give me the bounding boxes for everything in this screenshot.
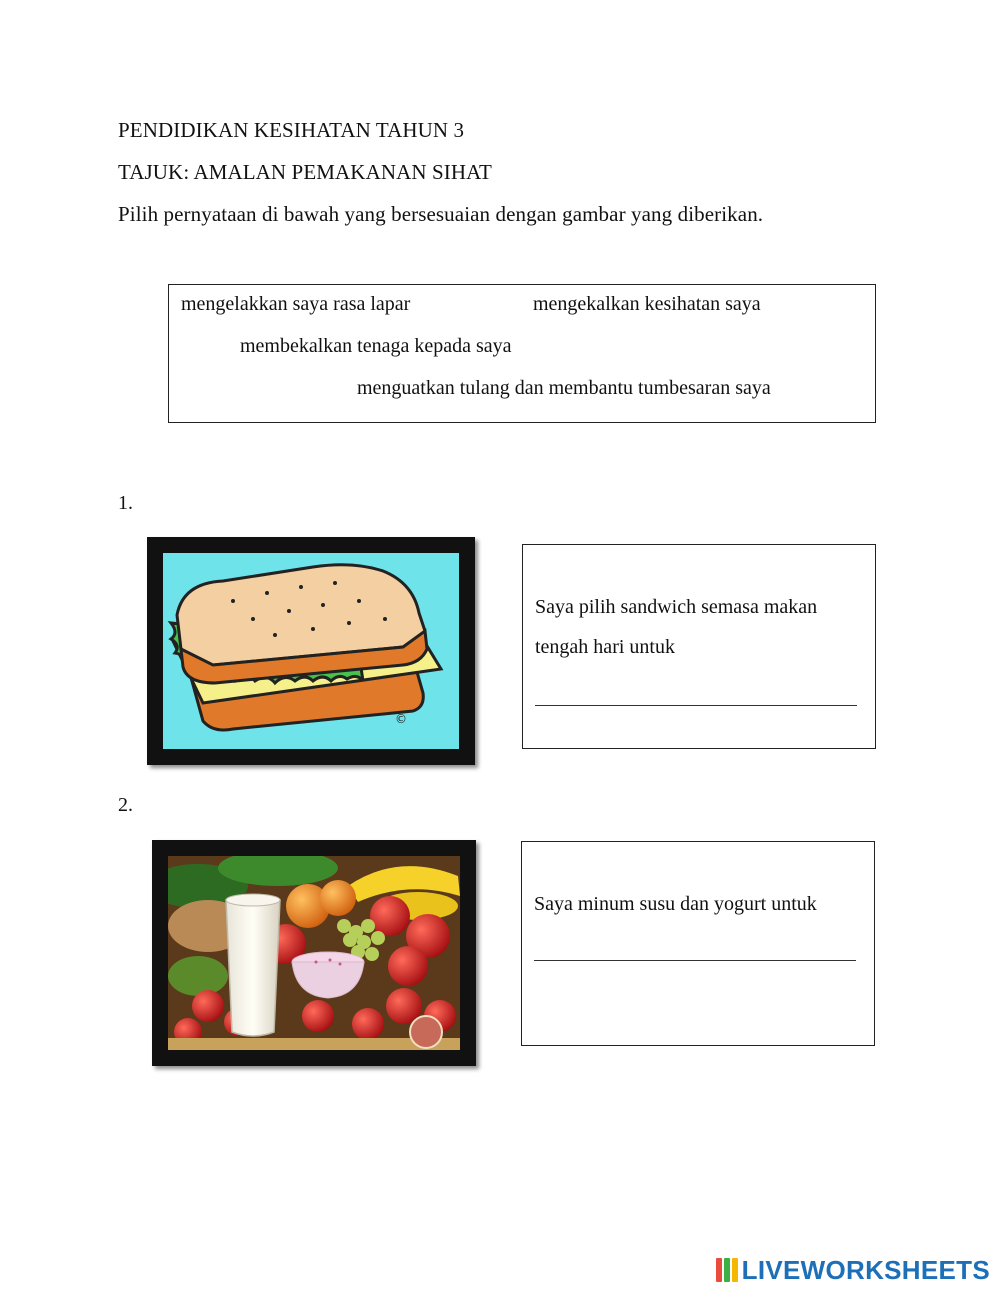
question-number: 1. [118,492,133,514]
food-photo-frame [152,840,476,1066]
word-bank-option[interactable]: mengekalkan kesihatan saya [533,293,761,315]
question-prompt: Saya pilih sandwich semasa makan tengah hari untuk [535,596,818,658]
sandwich-icon [163,553,459,749]
liveworksheets-logo [716,1254,990,1286]
logo-blocks-icon [716,1258,738,1282]
subject-heading: PENDIDIKAN KESIHATAN TAHUN 3 [118,118,465,142]
word-bank-option[interactable]: menguatkan tulang dan membantu tumbesaran saya [357,377,771,399]
logo-text: LIVEWORKSHEETS [741,1254,990,1285]
answer-box-2 [521,841,875,1046]
answer-box-1 [522,544,876,749]
instruction-text: Pilih pernyataan di bawah yang bersesuaian dengan gambar yang diberikan. [118,202,764,226]
answer-blank[interactable] [534,960,856,961]
word-bank-option[interactable]: membekalkan tenaga kepada saya [240,335,512,357]
milk-yogurt-fruit-photo [168,856,460,1050]
svg-text:©: © [395,712,407,726]
question-prompt: Saya minum susu dan yogurt untuk [534,893,817,915]
answer-blank[interactable] [535,705,857,706]
question-number: 2. [118,794,133,816]
word-bank-box [168,284,876,423]
sandwich-image-frame [147,537,475,765]
topic-heading: TAJUK: AMALAN PEMAKANAN SIHAT [118,160,492,184]
word-bank-option[interactable]: mengelakkan saya rasa lapar [181,293,411,315]
